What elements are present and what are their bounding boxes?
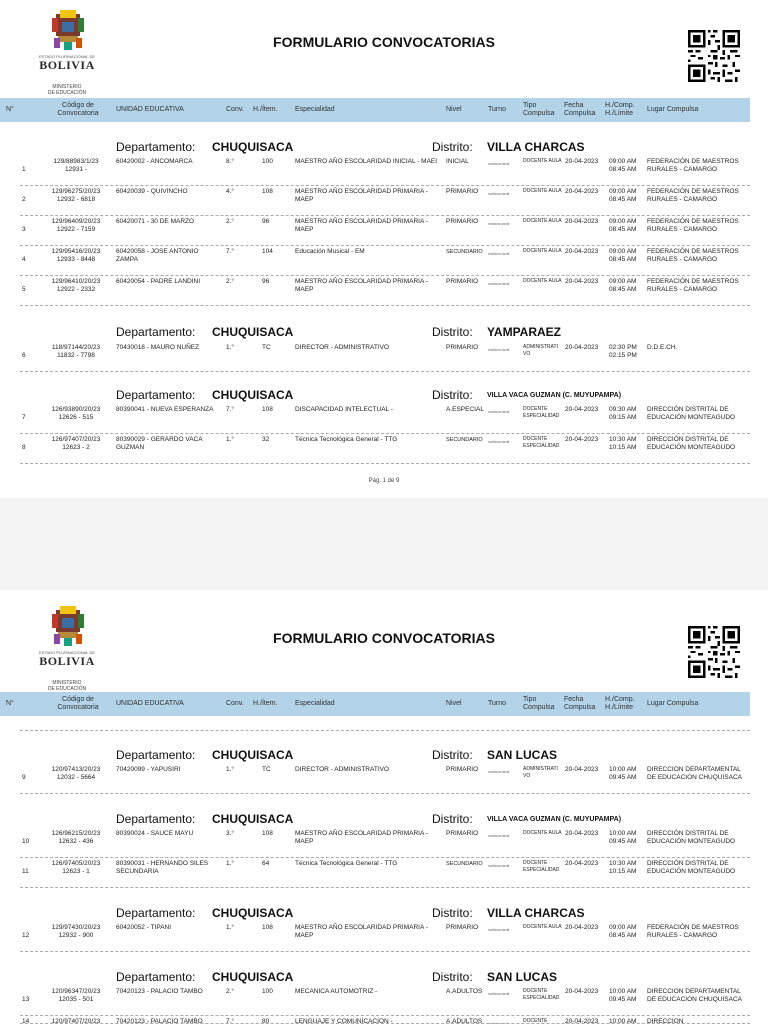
row-tipo: DOCENTE ESPECIALIDAD [523, 860, 560, 873]
row-turno: mañana tarde [488, 834, 510, 838]
document-title: FORMULARIO CONVOCATORIAS [273, 34, 495, 50]
row-codigo: 126/97407/20/23 12623 - 2 [51, 436, 101, 451]
departamento-label: Departamento: [116, 970, 196, 984]
page-separator [0, 498, 768, 590]
row-tipo: DOCENTE AULA [523, 278, 562, 284]
row-nivel: A.ADULTOS [446, 1018, 483, 1024]
row-especialidad: DIRECTOR - ADMINISTRATIVO [295, 344, 390, 351]
ministry-line-2: DE EDUCACIÓN [47, 90, 87, 96]
row-conv: 1.° [226, 860, 235, 867]
row-unidad: 80390041 - NUEVA ESPERANZA [116, 406, 214, 413]
row-item: 100 [262, 988, 273, 995]
row-hora: 09:00 AM 08:45 AM [609, 218, 637, 233]
row-fecha: 20-04-2023 [565, 988, 599, 995]
row-conv: 2.° [226, 278, 235, 285]
distrito-label: Distrito: [432, 140, 473, 154]
qr-code-icon [688, 30, 740, 82]
row-unidad: 60420002 - ANCOMARCA [116, 158, 193, 165]
row-unidad: 70420123 - PALACIO TAMBO [116, 1018, 203, 1024]
row-item: 80 [262, 1018, 270, 1024]
row-nivel: INICIAL [446, 158, 469, 165]
col-especialidad: Especialidad [295, 106, 335, 113]
table-row [0, 922, 750, 952]
row-nivel: SECUNDARIO [446, 249, 483, 255]
page-header [0, 596, 768, 692]
row-hora: 09:00 AM 08:45 AM [609, 924, 637, 939]
row-nivel: PRIMARIO [446, 344, 479, 351]
row-hora: 09:00 AM 08:45 AM [609, 188, 637, 203]
col-hcomp: H./Comp. H./Límite [605, 102, 635, 117]
table-row [0, 986, 750, 1016]
logo-country: BOLIVIA [39, 654, 95, 668]
col-codigo: Código de Convocatoria [57, 102, 99, 117]
row-lugar: FEDERACIÓN DE MAESTROS RURALES - CAMARGO [647, 188, 739, 203]
row-item: TC [262, 766, 271, 773]
row-nivel: PRIMARIO [446, 924, 479, 931]
row-tipo: DOCENTE AULA [523, 830, 562, 836]
row-conv: 7.° [226, 248, 235, 255]
row-nivel: A.ESPECIAL [446, 406, 484, 413]
distrito-value: SAN LUCAS [487, 748, 558, 762]
row-unidad: 70420123 - PALACIO TAMBO [116, 988, 203, 995]
row-item: 108 [262, 406, 273, 413]
col-tipo: Tipo Compulsa [523, 696, 555, 711]
row-turno: mañana tarde [488, 440, 510, 444]
row-lugar: D.D.E.CH. [647, 344, 678, 351]
row-conv: 8.° [226, 158, 235, 165]
row-hora: 10:30 AM 10:15 AM [609, 860, 637, 875]
row-unidad: 60420071 - 30 DE MARZO [116, 218, 195, 225]
row-turno: mañana tarde [488, 162, 510, 166]
row-especialidad: DIRECTOR - ADMINISTRATIVO [295, 766, 390, 773]
col-num: N° [6, 700, 14, 707]
row-tipo: DOCENTE [523, 1018, 548, 1024]
row-conv: 2.° [226, 988, 235, 995]
distrito-value: SAN LUCAS [487, 970, 558, 984]
row-especialidad: Técnica Tecnológica General - TTG [295, 860, 398, 867]
row-hora: 10:00 AM 09:45 AM [609, 988, 637, 1003]
row-codigo: 120/97407/20/23 [51, 1018, 101, 1024]
row-turno: mañana tarde [488, 348, 510, 352]
row-fecha: 20-04-2023 [565, 436, 599, 443]
row-tipo: ADMINISTRATI VO [523, 766, 558, 779]
table-header [0, 692, 750, 716]
row-especialidad: DISCAPACIDAD INTELECTUAL - [295, 406, 393, 413]
table-row [0, 156, 750, 186]
row-codigo: 118/97144/20/23 11832 - 7798 [51, 344, 101, 359]
page-1 [0, 0, 768, 498]
row-fecha: 20-04-2023 [565, 1018, 599, 1024]
departamento-value: CHUQUISACA [212, 906, 294, 920]
distrito-label: Distrito: [432, 906, 473, 920]
table-row [0, 276, 750, 306]
row-codigo: 129/97430/20/23 12932 - 900 [51, 924, 101, 939]
row-lugar: DIRECCIÓN DISTRITAL DE EDUCACIÓN MONTEAGUDO [647, 436, 736, 451]
col-conv: Conv. [226, 700, 244, 707]
departamento-value: CHUQUISACA [212, 812, 294, 826]
ministry-line-2: DE EDUCACIÓN [47, 686, 87, 692]
row-especialidad: MAESTRO AÑO ESCOLARIDAD PRIMARIA - MAEP [295, 830, 428, 845]
row-conv: 1.° [226, 924, 235, 931]
col-turno: Turno [488, 106, 507, 113]
col-conv: Conv. [226, 106, 244, 113]
row-tipo: DOCENTE ESPECIALIDAD [523, 988, 560, 1001]
row-especialidad: MAESTRO AÑO ESCOLARIDAD PRIMARIA - MAEP [295, 924, 428, 939]
row-turno: mañana tarde [488, 928, 510, 932]
departamento-label: Departamento: [116, 325, 196, 339]
row-conv: 1.° [226, 436, 235, 443]
qr-code-icon [688, 626, 740, 678]
distrito-label: Distrito: [432, 970, 473, 984]
row-nivel: SECUNDARIO [446, 437, 483, 443]
row-codigo: 129/96275/20/23 12932 - 6818 [51, 188, 101, 203]
row-tipo: DOCENTE ESPECIALIDAD [523, 406, 560, 419]
distrito-value: VILLA CHARCAS [487, 906, 585, 920]
distrito-label: Distrito: [432, 388, 473, 402]
divider [20, 730, 750, 731]
row-unidad: 60420058 - JOSE ANTONIO ZAMPA [116, 248, 199, 263]
row-turno: mañana tarde [488, 222, 510, 226]
row-fecha: 20-04-2023 [565, 188, 599, 195]
departamento-value: CHUQUISACA [212, 970, 294, 984]
table-header [0, 98, 750, 122]
col-nivel: Nivel [446, 106, 462, 113]
table-row [0, 216, 750, 246]
row-unidad: 80390029 - GERARDO VACA GUZMAN [116, 436, 203, 451]
row-lugar: DIRECCION [647, 1018, 684, 1024]
departamento-value: CHUQUISACA [212, 748, 294, 762]
distrito-value: VILLA CHARCAS [487, 140, 585, 154]
row-hora: 09:00 AM 08:45 AM [609, 248, 637, 263]
row-turno: mañana tarde [488, 252, 510, 256]
table-row [0, 828, 750, 858]
row-fecha: 20-04-2023 [565, 860, 599, 867]
row-hora: 10:00 AM 09:45 AM [609, 830, 637, 845]
col-unidad: UNIDAD EDUCATIVA [116, 106, 184, 113]
row-number: 5 [22, 286, 26, 293]
table-row [0, 764, 750, 794]
row-conv: 4.° [226, 188, 235, 195]
row-fecha: 20-04-2023 [565, 218, 599, 225]
row-lugar: FEDERACIÓN DE MAESTROS RURALES - CAMARGO [647, 924, 739, 939]
departamento-label: Departamento: [116, 140, 196, 154]
row-especialidad: MAESTRO AÑO ESCOLARIDAD PRIMARIA - MAEP [295, 188, 428, 203]
row-codigo: 129/96410/20/23 12922 - 2332 [51, 278, 101, 293]
row-hora: 09:30 AM 09:15 AM [609, 406, 637, 421]
row-fecha: 20-04-2023 [565, 766, 599, 773]
row-especialidad: MECANICA AUTOMOTRIZ - [295, 988, 378, 995]
row-conv: 1.° [226, 766, 235, 773]
document-title: FORMULARIO CONVOCATORIAS [273, 630, 495, 646]
row-fecha: 20-04-2023 [565, 924, 599, 931]
row-unidad: 60420052 - TIPANI [116, 924, 172, 931]
row-item: 104 [262, 248, 273, 255]
ministry-line-1: MINISTERIO [52, 84, 82, 90]
col-turno: Turno [488, 700, 507, 707]
table-row [0, 246, 750, 276]
row-lugar: FEDERACIÓN DE MAESTROS RURALES - CAMARGO [647, 248, 739, 263]
row-conv: 7.° [226, 406, 235, 413]
logo-ministry [34, 680, 100, 692]
row-tipo: DOCENTE ESPECIALIDAD [523, 436, 560, 449]
row-codigo: 120/97413/20/23 12032 - 5664 [51, 766, 101, 781]
row-number: 6 [22, 352, 26, 359]
row-lugar: DIRECCION DEPARTAMENTAL DE EDUCACION CHUQUISACA [647, 988, 742, 1003]
table-row [0, 342, 750, 372]
row-hora: 10:00 AM [609, 1018, 637, 1024]
table-row [0, 434, 750, 464]
distrito-label: Distrito: [432, 812, 473, 826]
ministry-logo [34, 604, 100, 690]
row-lugar: DIRECCIÓN DISTRITAL DE EDUCACIÓN MONTEAGUDO [647, 406, 736, 421]
col-lugar: Lugar Compulsa [647, 106, 699, 113]
row-fecha: 20-04-2023 [565, 830, 599, 837]
row-unidad: 80390031 - HERNANDO SILES SECUNDARIA [116, 860, 209, 875]
row-especialidad: MAESTRO AÑO ESCOLARIDAD INICIAL - MAEI [295, 158, 438, 165]
row-number: 10 [22, 838, 30, 845]
row-nivel: PRIMARIO [446, 278, 479, 285]
row-hora: 02:30 PM 02:15 PM [609, 344, 637, 359]
row-unidad: 60420054 - PADRE LANDINI [116, 278, 201, 285]
row-number: 4 [22, 256, 26, 263]
row-turno: mañana tarde [488, 992, 510, 996]
row-lugar: FEDERACIÓN DE MAESTROS RURALES - CAMARGO [647, 158, 739, 173]
row-hora: 09:00 AM 08:45 AM [609, 158, 637, 173]
departamento-value: CHUQUISACA [212, 325, 294, 339]
row-hora: 10:30 AM 10:15 AM [609, 436, 637, 451]
row-tipo: DOCENTE AULA [523, 924, 562, 930]
col-tipo: Tipo Compulsa [523, 102, 555, 117]
row-codigo: 126/97405/20/23 12623 - 1 [51, 860, 101, 875]
row-codigo: 126/96215/20/23 12632 - 436 [51, 830, 101, 845]
row-turno: mañana tarde [488, 770, 510, 774]
logo-country: BOLIVIA [39, 58, 95, 72]
row-number: 14 [22, 1018, 30, 1024]
row-nivel: PRIMARIO [446, 188, 479, 195]
row-codigo: 129/96409/20/23 12922 - 7159 [51, 218, 101, 233]
col-especialidad: Especialidad [295, 700, 335, 707]
row-tipo: DOCENTE AULA [523, 248, 562, 254]
page-2 [0, 596, 768, 1024]
row-tipo: DOCENTE AULA [523, 188, 562, 194]
row-tipo: DOCENTE AULA [523, 158, 562, 164]
row-item: 108 [262, 924, 273, 931]
departamento-label: Departamento: [116, 748, 196, 762]
row-especialidad: MAESTRO AÑO ESCOLARIDAD PRIMARIA - MAEP [295, 218, 428, 233]
row-nivel: A.ADULTOS [446, 988, 483, 995]
row-number: 11 [22, 868, 29, 875]
row-item: 64 [262, 860, 270, 867]
departamento-value: CHUQUISACA [212, 388, 294, 402]
row-item: 108 [262, 188, 273, 195]
col-hcomp: H./Comp. H./Límite [605, 696, 635, 711]
col-fecha: Fecha Compulsa [564, 102, 596, 117]
row-hora: 10:00 AM 09:45 AM [609, 766, 637, 781]
row-fecha: 20-04-2023 [565, 406, 599, 413]
row-especialidad: Educación Musical - EM [295, 248, 365, 255]
row-especialidad: LENGUAJE Y COMUNICACION - [295, 1018, 393, 1024]
row-nivel: PRIMARIO [446, 218, 479, 225]
table-row [0, 858, 750, 888]
row-item: 100 [262, 158, 273, 165]
row-conv: 7.° [226, 1018, 235, 1024]
row-turno: mañana tarde [488, 282, 510, 286]
row-item: 96 [262, 218, 270, 225]
distrito-value: VILLA VACA GUZMAN (C. MUYUPAMPA) [487, 816, 622, 823]
row-lugar: DIRECCION DEPARTAMENTAL DE EDUCACION CHUQUISACA [647, 766, 742, 781]
col-unidad: UNIDAD EDUCATIVA [116, 700, 184, 707]
logo-caption: ESTADO PLURINACIONAL DE [38, 54, 95, 59]
row-conv: 2.° [226, 218, 235, 225]
row-unidad: 60420039 - QUIVINCHO [116, 188, 188, 195]
row-hora: 09:00 AM 08:45 AM [609, 278, 637, 293]
row-number: 7 [22, 414, 26, 421]
row-nivel: PRIMARIO [446, 766, 479, 773]
departamento-label: Departamento: [116, 906, 196, 920]
col-fecha: Fecha Compulsa [564, 696, 596, 711]
row-number: 2 [22, 196, 26, 203]
col-num: N° [6, 106, 14, 113]
logo-ministry [34, 84, 100, 96]
row-number: 13 [22, 996, 30, 1003]
row-item: 32 [262, 436, 270, 443]
row-lugar: DIRECCIÓN DISTRITAL DE EDUCACIÓN MONTEAGUDO [647, 830, 736, 845]
row-unidad: 70420099 - YAPUSIRI [116, 766, 181, 773]
ministry-line-1: MINISTERIO [52, 680, 82, 686]
row-number: 3 [22, 226, 26, 233]
col-item: H./Ítem. [253, 106, 278, 113]
row-especialidad: Técnica Tecnológica General - TTG [295, 436, 398, 443]
row-tipo: DOCENTE AULA [523, 218, 562, 224]
row-turno: mañana tarde [488, 864, 510, 868]
col-codigo: Código de Convocatoria [57, 696, 99, 711]
distrito-value: VILLA VACA GUZMAN (C. MUYUPAMPA) [487, 392, 622, 399]
row-item: TC [262, 344, 271, 351]
row-number: 9 [22, 774, 26, 781]
departamento-label: Departamento: [116, 812, 196, 826]
departamento-label: Departamento: [116, 388, 196, 402]
row-fecha: 20-04-2023 [565, 278, 599, 285]
row-number: 12 [22, 932, 30, 939]
departamento-value: CHUQUISACA [212, 140, 294, 154]
row-lugar: FEDERACIÓN DE MAESTROS RURALES - CAMARGO [647, 278, 739, 293]
distrito-value: YAMPARAEZ [487, 325, 562, 339]
distrito-label: Distrito: [432, 325, 473, 339]
row-lugar: FEDERACIÓN DE MAESTROS RURALES - CAMARGO [647, 218, 739, 233]
col-nivel: Nivel [446, 700, 462, 707]
page-header [0, 0, 768, 96]
row-codigo: 129/88983/1/23 12931 - [53, 158, 99, 173]
table-row [0, 404, 750, 434]
table-row [0, 1016, 750, 1024]
row-unidad: 70430018 - MAURO NUÑEZ [116, 344, 200, 351]
row-fecha: 20-04-2023 [565, 344, 599, 351]
col-lugar: Lugar Compulsa [647, 700, 699, 707]
distrito-label: Distrito: [432, 748, 473, 762]
col-item: H./Ítem. [253, 700, 278, 707]
row-codigo: 120/96347/20/23 12035 - 501 [51, 988, 101, 1003]
row-especialidad: MAESTRO AÑO ESCOLARIDAD PRIMARIA - MAEP [295, 278, 428, 293]
row-turno: mañana tarde [488, 192, 510, 196]
row-conv: 3.° [226, 830, 235, 837]
row-turno: mañana tarde [488, 410, 510, 414]
row-codigo: 129/95416/20/23 12933 - 8448 [51, 248, 101, 263]
logo-caption: ESTADO PLURINACIONAL DE [38, 650, 95, 655]
row-lugar: DIRECCIÓN DISTRITAL DE EDUCACIÓN MONTEAGUDO [647, 860, 736, 875]
row-item: 96 [262, 278, 270, 285]
row-turno: mañana tarde [488, 1022, 510, 1024]
row-unidad: 80390024 - SAUCE MAYU [116, 830, 194, 837]
row-number: 8 [22, 444, 26, 451]
row-fecha: 20-04-2023 [565, 158, 599, 165]
row-conv: 1.° [226, 344, 235, 351]
row-fecha: 20-04-2023 [565, 248, 599, 255]
ministry-logo [34, 8, 100, 94]
row-tipo: ADMINISTRATI VO [523, 344, 558, 357]
row-nivel: SECUNDARIO [446, 861, 483, 867]
table-row [0, 186, 750, 216]
page-number: Pág. 1 de 9 [368, 478, 400, 484]
row-codigo: 126/93890/20/23 12626 - 515 [51, 406, 101, 421]
row-nivel: PRIMARIO [446, 830, 479, 837]
row-number: 1 [22, 166, 26, 173]
row-item: 108 [262, 830, 273, 837]
